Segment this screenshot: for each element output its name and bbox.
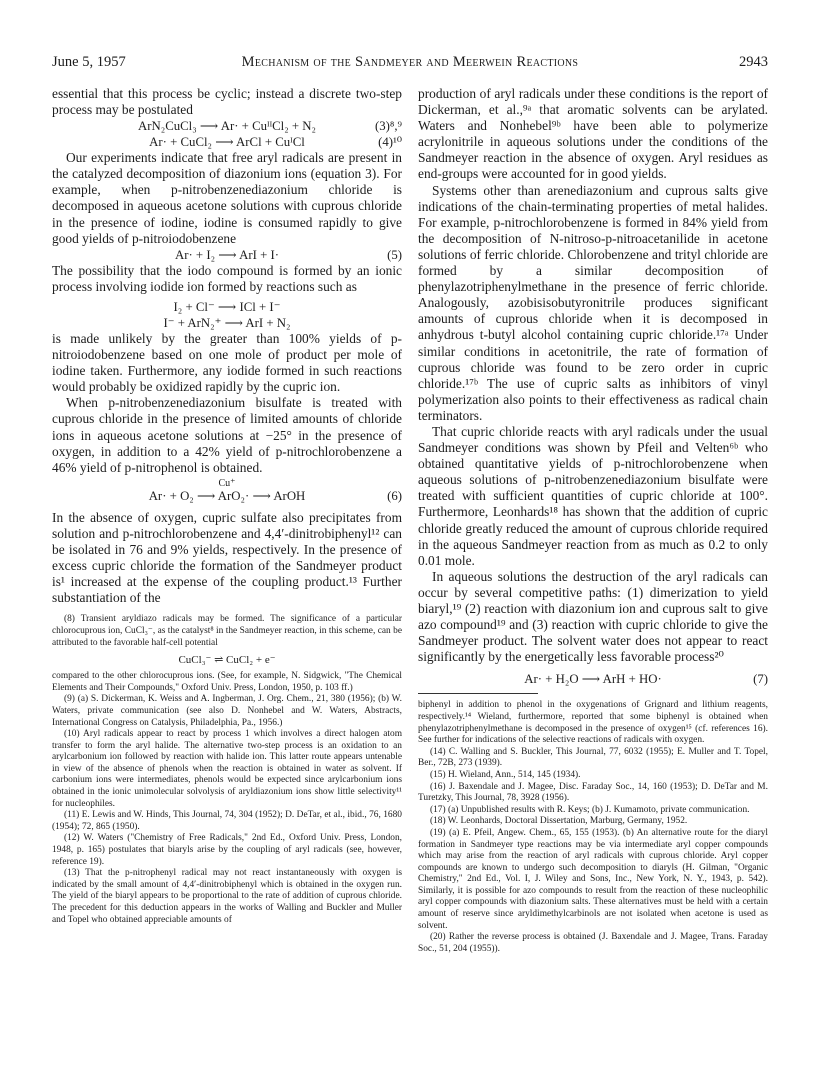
- paragraph: The possibility that the iodo compound is formed by an ionic process involving iodide ion formed by reactions such as: [52, 262, 402, 294]
- paragraph: When p-nitrobenzenediazonium bisulfate is treated with cuprous chloride in the presence of limited amounts of chloride ions in aqueous acetone solutions at −25° in the presence of oxygen, in addition to a 42% yield of p-nitrochlorobenzene a 46% yield of p-nitrophenol is obtained.: [52, 395, 402, 475]
- paragraph: That cupric chloride reacts with aryl radicals under the usual Sandmeyer conditions was shown by Pfeil and Velten⁶ᵇ who obtained quantitative yields of p-nitrochlorobenzene when aqueous solutions of p-nitrobenzenediazonium bisulfate were treated with sufficient quantities of cupric chloride at 100°. Furthermore, Leonhards¹⁸ has shown that the addition of cupric chloride greatly reduced the amount of cuprous chloride required in the aqueous Sandmeyer reaction from as much as 0.2 to only 0.01 mole.: [418, 423, 768, 568]
- equation-number: (3)⁸,⁹: [374, 119, 402, 134]
- right-column: [418, 86, 768, 955]
- footnote-20: (20) Rather the reverse process is obtained (J. Baxendale and J. Magee, Trans. Faraday Soc., 51, 204 (1955)).: [418, 932, 768, 954]
- paragraph: Our experiments indicate that free aryl radicals are present in the catalyzed decomposition of diazonium ions (equation 3). For example, when p-nitrobenzenediazonium chloride is decomposed in aqueous acetone solutions with cuprous chloride in the presence of iodine, iodine is consumed rapidly to give good yields of p-nitroiodobenzene: [52, 150, 402, 246]
- equation-number: (5): [387, 247, 402, 262]
- footnote-10: (10) Aryl radicals appear to react by process 1 which involves a direct halogen atom transfer to form the aryl halide. The alternative two-step process is an oxidation to an arylcarbonium ion followed by reaction with halide ion. This latter route appears untenable in view of the absence of phenols when the reaction is obtained in water as solvent. If carbonium ions were intermediates, phenols would be expected since arylcarbonium ions obtained in the ionic unimolecular solvolysis of aryldiazonium ions show little selectivity¹¹ for nucleophiles.: [52, 729, 402, 809]
- paragraph: Systems other than arenediazonium and cuprous salts give indications of the chain-terminating properties of metal halides. For example, p-nitrochlorobenzene is formed in 84% yield from the decomposition of N-nitroso-p-nitroacetanilide in acetone solutions of ferric chloride. Chlorobenzene and trityl chloride are formed by a similar decomposition of phenylazotriphenylmethane in the presence of ferric chloride. Analogously, azobisisobutyronitrile produces significant amounts of cuprous chloride when it is decomposed in anhydrous t-butyl alcohol containing cupric chloride.¹⁷ᵃ Under similar conditions in acetonitrile, the rate of formation of cuprous chloride was found to be zero order in cupric chloride.¹⁷ᵇ The use of cupric salts as inhibitors of vinyl polymerization also points to their effectiveness as radical chain terminators.: [418, 182, 768, 423]
- equation-number: (4)¹⁰: [378, 135, 402, 150]
- footnote-17: (17) (a) Unpublished results with R. Keys; (b) J. Kumamoto, private communication.: [430, 804, 750, 815]
- footnote-9: (9) (a) S. Dickerman, K. Weiss and A. Ingberman, J. Org. Chem., 21, 380 (1956); (b) W. Waters, private communication (see also D. Nonhebel and W. Waters, Abstracts, International Congress on Catalysis, Philadelphia, Pa., 1956.): [52, 694, 402, 728]
- footnote-8: (8) Transient aryldiazo radicals may be formed. The significance of a particular chlorocuprous ion, CuCl₃⁻, as the catalyst⁸ in the Sandmeyer reaction, in this scheme, can be attributed to the favorable half-cell potential: [52, 614, 402, 648]
- equation-expression: Ar· + O₂ ⟶ ArO₂· ⟶ ArOH: [148, 488, 306, 503]
- paragraph: In aqueous solutions the destruction of the aryl radicals can occur by several competitive paths: (1) dimerization to yield biaryl,¹⁹ (2) reaction with diazonium ion and cuprous salt to give azo compound¹⁹ and (3) reaction with cupric chloride to give the Sandmeyer product. The solvent water does not appear to react significantly by the energetically less favorable process²⁰: [418, 568, 768, 665]
- right-footnotes: [418, 700, 768, 955]
- equation-expression: Ar· + CuCl₂ ⟶ ArCl + CuᴵCl: [149, 135, 305, 150]
- footnote-14: (14) C. Walling and S. Buckler, This Journal, 77, 6032 (1955); E. Muller and T. Topel, Ber., 72B, 273 (1939).: [418, 746, 768, 769]
- footnote-13-continued: biphenyl in addition to phenol in the oxygenations of Grignard and lithium reagents, respectively.¹⁴ Wieland, furthermore, reported that some biphenyl is obtained when phenylazotriphenylmethane is decomposed in the presence of oxygen¹⁵ (cf. references 16). See further for indications of the selective reactions of radicals with oxygen.: [418, 700, 768, 746]
- left-column: [52, 86, 402, 926]
- footnote-8-continued: compared to the other chlorocuprous ions. (See, for example, N. Sidgwick, "The Chemical Elements and Their Compounds," Oxford Univ. Press, London, 1950, p. 103 ff.): [52, 671, 402, 693]
- left-body: [52, 86, 402, 606]
- equation-expression: I₂ + Cl⁻ ⟶ ICl + I⁻: [173, 299, 281, 314]
- equation-4: [52, 134, 402, 150]
- footnote-18: (18) W. Leonhards, Doctoral Dissertation, Marburg, Germany, 1952.: [430, 816, 688, 827]
- equation-iodide-b: [52, 315, 402, 331]
- equation-7: [418, 671, 768, 687]
- left-footnotes: [52, 614, 402, 926]
- paragraph: In the absence of oxygen, cupric sulfate also precipitates from solution and p-nitrochlorobenzene and 4,4′-dinitrobiphenyl¹² can be isolated in 76 and 9% yields, respectively. In the presence of excess cupric chloride the formation of the Sandmeyer product is¹ increased at the expense of the coupling product.¹³ Further substantiation of the: [52, 509, 402, 606]
- equation-6: [52, 476, 402, 506]
- footnote-11: (11) E. Lewis and W. Hinds, This Journal, 74, 304 (1952); D. DeTar, et al., ibid., 76, 1680 (1954); 72, 865 (1950).: [52, 810, 402, 832]
- equation-expression: CuCl₃⁻ ⇌ CuCl₂ + e⁻: [178, 654, 276, 667]
- footnote-16: (16) J. Baxendale and J. Magee, Disc. Faraday Soc., 14, 160 (1953); D. DeTar and M. Turetzky, This Journal, 78, 3928 (1956).: [418, 781, 768, 804]
- header-date: June 5, 1957: [52, 54, 126, 70]
- equation-expression: Ar· + H₂O ⟶ ArH + HO·: [524, 672, 662, 687]
- equation-expression: Ar· + I₂ ⟶ ArI + I·: [174, 247, 280, 262]
- footnote-19: (19) (a) E. Pfeil, Angew. Chem., 65, 155 (1953). (b) An alternative route for the diaryl formation in Sandmeyer type reactions may be via intermediate aryl copper compounds which may arise from the reaction of aryl radicals with cuprous chloride. Aryl copper compounds are known to undergo such decomposition to diaryls (H. Gilman, "Organic Chemistry," 2nd Ed., Vol. I, J. Wiley and Sons, Inc., New York, N. Y., 1943, p. 542). Similarly, it is possible for azo compounds to result from the reaction of these nucleophilic aryl copper compounds with diazonium salts. These alternatives must be held with a certain amount of reserve since aryldimethylcarbinols are not isolated when acetone is used as solvent.: [418, 827, 768, 931]
- equation-3: [52, 118, 402, 134]
- footnote-15: (15) H. Wieland, Ann., 514, 145 (1934).: [430, 769, 581, 780]
- footnote-12: (12) W. Waters ("Chemistry of Free Radicals," 2nd Ed., Oxford Univ. Press, London, 1948, p. 165) postulates that biaryls arise by the coupling of aryl radicals (see, however, reference 19).: [52, 833, 402, 867]
- footnote-13: (13) That the p-nitrophenyl radical may not react instantaneously with oxygen is indicated by the small amount of 4,4′-dinitrobiphenyl which is obtained in the oxygen run. The yield of the biaryl appears to be proportional to the rate of addition of cuprous chloride. The precedent for this deduction appears in the works of Walling and Buckler and Muller and Topel who obtained appreciable amounts of: [52, 868, 402, 925]
- equation-number: (6): [387, 488, 402, 503]
- paragraph: production of aryl radicals under these conditions is the report of Dickerman, et al.,⁹ᵃ that aromatic solvents can be arylated. Waters and Nonhebel⁹ᵇ have been able to polymerize acrylonitrile in aqueous solutions under the conditions of the Sandmeyer reaction in the absence of oxygen. Aryl residues as end-groups were accounted for in good yields.: [418, 86, 768, 182]
- equation-iodide-a: [52, 299, 402, 315]
- page-header: [52, 54, 768, 72]
- equation-expression: I⁻ + ArN₂⁺ ⟶ ArI + N₂: [163, 315, 291, 330]
- paragraph: is made unlikely by the greater than 100% yields of p-nitroiodobenzene based on one mole of product per mole of iodine taken. Furthermore, any iodide formed in such reactions would probably be oxidized rapidly by the cupric ion.: [52, 330, 402, 395]
- right-body: [418, 86, 768, 687]
- footnote-8-equation: [52, 649, 402, 671]
- footnote-divider: [418, 693, 538, 694]
- running-title: Mechanism of the Sandmeyer and Meerwein Reactions: [241, 54, 579, 70]
- equation-5: [52, 247, 402, 263]
- paragraph: essential that this process be cyclic; instead a discrete two-step process may be postulated: [52, 86, 402, 118]
- equation-catalyst: Cu⁺: [218, 477, 236, 489]
- equation-number: (7): [753, 672, 768, 687]
- page-number: 2943: [739, 54, 768, 70]
- equation-expression: ArN₂CuCl₃ ⟶ Ar· + CuᴵᴵCl₂ + N₂: [137, 119, 317, 134]
